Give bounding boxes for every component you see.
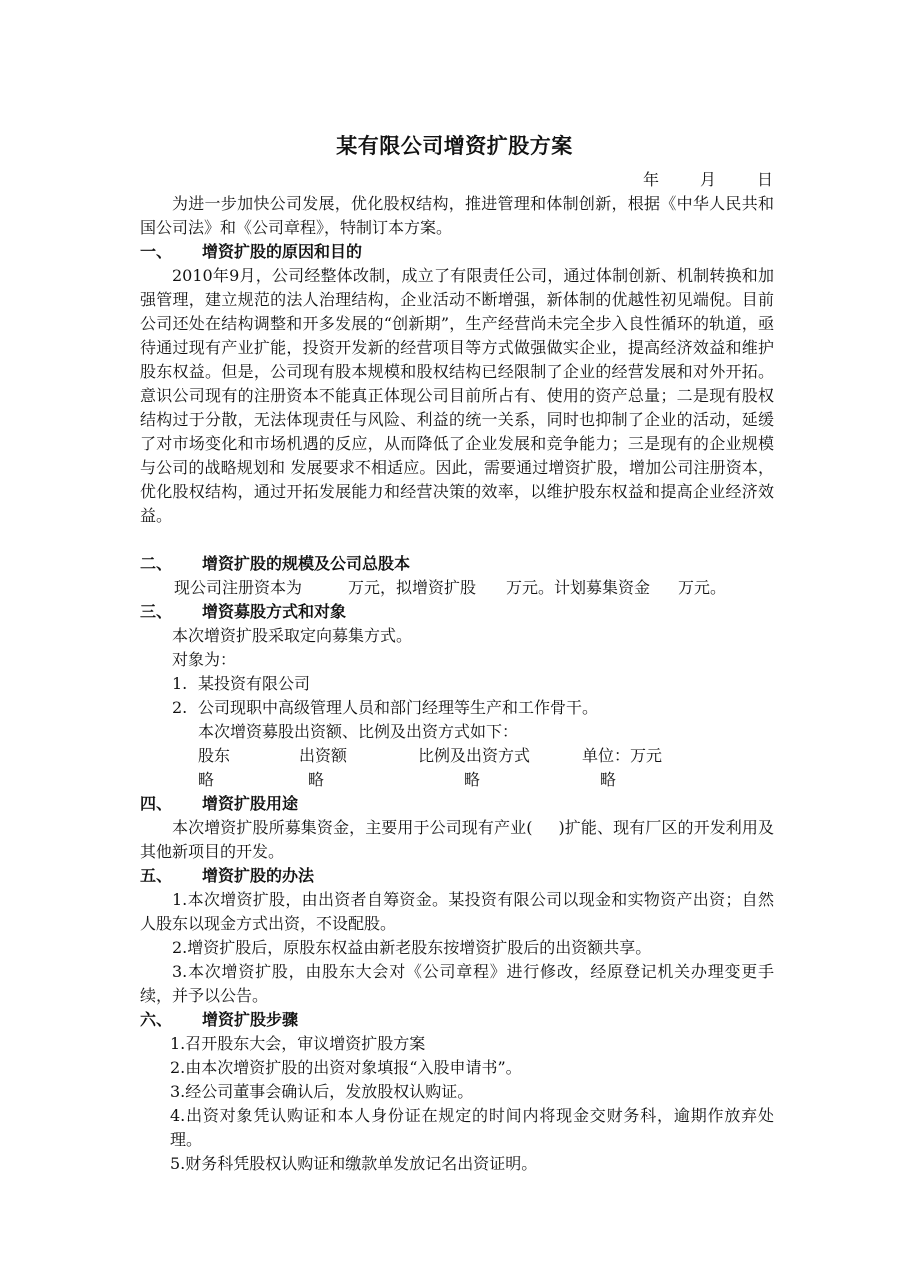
section-heading-2: [140, 552, 410, 576]
usage-text-b: )扩能、现有厂区的开发利用及其他新项目的开发。: [140, 818, 774, 861]
section-heading-3: [140, 600, 346, 624]
section-number: 六、: [140, 1010, 173, 1029]
section-number: 一、: [140, 242, 173, 261]
date-year: 年: [643, 170, 660, 189]
section-number: 二、: [140, 554, 173, 573]
table-cell: 略: [308, 770, 325, 789]
list-number: 1.: [172, 674, 188, 693]
step-item: 1.召开股东大会，审议增资扩股方案: [170, 1034, 426, 1053]
list-text: 公司现职中高级管理人员和部门经理等生产和工作骨干。: [198, 698, 599, 717]
table-cell: 略: [198, 770, 215, 789]
table-cell: 略: [600, 770, 617, 789]
step-item: 3.经公司董事会确认后，发放股权认购证。: [170, 1082, 474, 1101]
section-number: 五、: [140, 866, 173, 885]
section-title: 增资扩股用途: [202, 794, 299, 813]
table-cell: 略: [464, 770, 481, 789]
capital-part-4: 万元。: [678, 578, 727, 597]
document-title: 某有限公司增资扩股方案: [336, 134, 573, 158]
intro-paragraph: 为进一步加快公司发展，优化股权结构，推进管理和体制创新，根据《中华人民共和国公司法》和《公司章程》，特制订本方案。: [140, 194, 774, 237]
section-title: 增资扩股的办法: [202, 866, 315, 885]
section-heading-1: [140, 240, 362, 264]
usage-text-a: 本次增资扩股所募集资金，主要用于公司现有产业(: [172, 818, 533, 837]
table-header-unit: 单位：万元: [582, 746, 663, 765]
date-month: 月: [700, 170, 717, 189]
list-item: [172, 672, 310, 696]
step-item: 5.财务科凭股权认购证和缴款单发放记名出资证明。: [170, 1154, 538, 1173]
section-title: 增资扩股的原因和目的: [202, 242, 363, 261]
section-title: 增资扩股步骤: [202, 1010, 299, 1029]
capital-part-1: 现公司注册资本为: [174, 578, 303, 597]
section-number: 三、: [140, 602, 173, 621]
list-text: 某投资有限公司: [198, 674, 311, 693]
list-item: [172, 696, 598, 720]
capital-line: [174, 576, 726, 600]
section-number: 四、: [140, 794, 173, 813]
table-header-amount: 出资额: [299, 746, 348, 765]
step-item: 2.由本次增资扩股的出资对象填报“入股申请书”。: [170, 1058, 522, 1077]
date-line: [643, 168, 773, 192]
list-number: 2.: [172, 698, 188, 717]
section-heading-5: [140, 864, 314, 888]
section-4-paragraph: [140, 816, 774, 864]
section-title: 增资募股方式和对象: [202, 602, 347, 621]
targets-label: 对象为：: [172, 650, 237, 669]
section-1-paragraph: 2010年9月，公司经整体改制，成立了有限责任公司，通过体制创新、机制转换和加强管理，建立规范的法人治理结构，企业活动不断增强，新体制的优越性初见端倪。目前公司还处在结构调整和开多发展的“创新期”，生产经营尚未完全步入良性循环的轨道，亟待通过现有产业扩能，投资开发新的经营项目等方式做强做实企业，提高经济效益和维护股东权益。但是，公司现有股本规模和股权结构已经限制了企业的经营发展和对外开拓。意识公司现有的注册资本不能真正体现公司目前所占有、使用的资产总量；二是现有股权结构过于分散，无法体现责任与风险、利益的统一关系，同时也抑制了企业的活动，延缓了对市场变化和市场机遇的反应，从而降低了企业发展和竞争能力；三是现有的企业规模与公司的战略规划和 发展要求不相适应。因此，需要通过增资扩股，增加公司注册资本，优化股权结构，通过开拓发展能力和经营决策的效率，以维护股东权益和提高企业经济效益。: [140, 266, 774, 525]
date-day: 日: [757, 170, 774, 189]
offering-method: 本次增资扩股采取定向募集方式。: [172, 626, 413, 645]
section-heading-6: [140, 1008, 298, 1032]
method-item: 1.本次增资扩股，由出资者自筹资金。某投资有限公司以现金和实物资产出资；自然人股东以现金方式出资，不设配股。: [140, 890, 774, 933]
capital-part-2: 万元，拟增资扩股: [348, 578, 477, 597]
step-item: 4.出资对象凭认购证和本人身份证在规定的时间内将现金交财务科，逾期作放弃处理。: [170, 1106, 774, 1149]
section-title: 增资扩股的规模及公司总股本: [202, 554, 411, 573]
contribution-intro: 本次增资募股出资额、比例及出资方式如下：: [198, 722, 519, 741]
table-header-ratio: 比例及出资方式: [418, 746, 531, 765]
table-header-shareholder: 股东: [198, 746, 231, 765]
method-item: 2.增资扩股后，原股东权益由新老股东按增资扩股后的出资额共享。: [172, 938, 652, 957]
method-item: 3.本次增资扩股，由股东大会对《公司章程》进行修改，经原登记机关办理变更手续，并予以公告。: [140, 962, 774, 1005]
section-heading-4: [140, 792, 298, 816]
capital-part-3: 万元。计划募集资金: [506, 578, 651, 597]
